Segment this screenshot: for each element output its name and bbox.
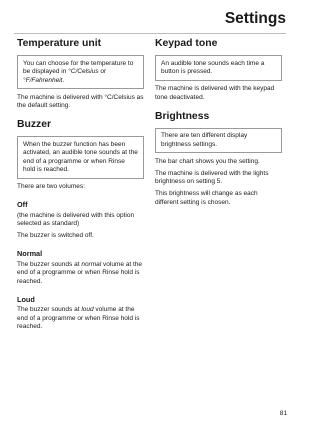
brightness-change-text: This brightness will change as each different setting is chosen. [155, 190, 258, 206]
buzzer-loud-heading: Loud [17, 294, 35, 304]
buzzer-normal-text: The buzzer sounds at normal volume at the end of a programme or when Rinse hold is reached. [17, 260, 143, 285]
temperature-note-box [17, 55, 144, 89]
brightness-default-text: The machine is delivered with the lights brightness on setting 5. [155, 169, 269, 185]
buzzer-intro-text: There are two volumes: [17, 183, 85, 190]
page-number: 81 [279, 410, 287, 417]
temperature-note-text: You can choose for the temperature to be displayed in °C/Celsius or °F/Fahrenheit. [23, 59, 134, 84]
keypad-note-box [155, 55, 282, 81]
buzzer-off-standard-text: (the machine is delivered with this option selected as standard) [17, 211, 135, 227]
brightness-note-text: There are ten different display brightness settings. [161, 132, 248, 148]
brightness-note-box [155, 128, 282, 154]
keypad-tone-heading: Keypad tone [155, 38, 218, 49]
page-header-title: Settings [224, 10, 286, 27]
buzzer-off-heading: Off [17, 200, 28, 209]
buzzer-note-text: When the buzzer function has been activated, an audible tone sounds at the end of a programme or when Rinse hold is reached. [23, 140, 138, 173]
temperature-unit-heading: Temperature unit [17, 38, 102, 49]
buzzer-loud-text: The buzzer sounds at loud volume at the end of a programme or when Rinse hold is reached. [17, 306, 140, 330]
buzzer-normal-heading: Normal [17, 249, 43, 258]
brightness-heading: Brightness [155, 110, 210, 122]
brightness-bar-chart-text: The bar chart shows you the setting. [155, 157, 260, 165]
temperature-default-text: The machine is delivered with °C/Celsius as the default setting. [17, 93, 144, 109]
buzzer-note-box [17, 136, 144, 179]
keypad-default-text: The machine is delivered with the keypad tone deactivated. [155, 85, 275, 101]
keypad-note-text: An audible tone sounds each time a button is pressed. [161, 59, 265, 75]
buzzer-off-text: The buzzer is switched off. [17, 232, 94, 239]
left-column [17, 38, 144, 335]
buzzer-heading: Buzzer [17, 119, 52, 130]
right-column [155, 38, 282, 211]
header-divider [14, 33, 286, 34]
